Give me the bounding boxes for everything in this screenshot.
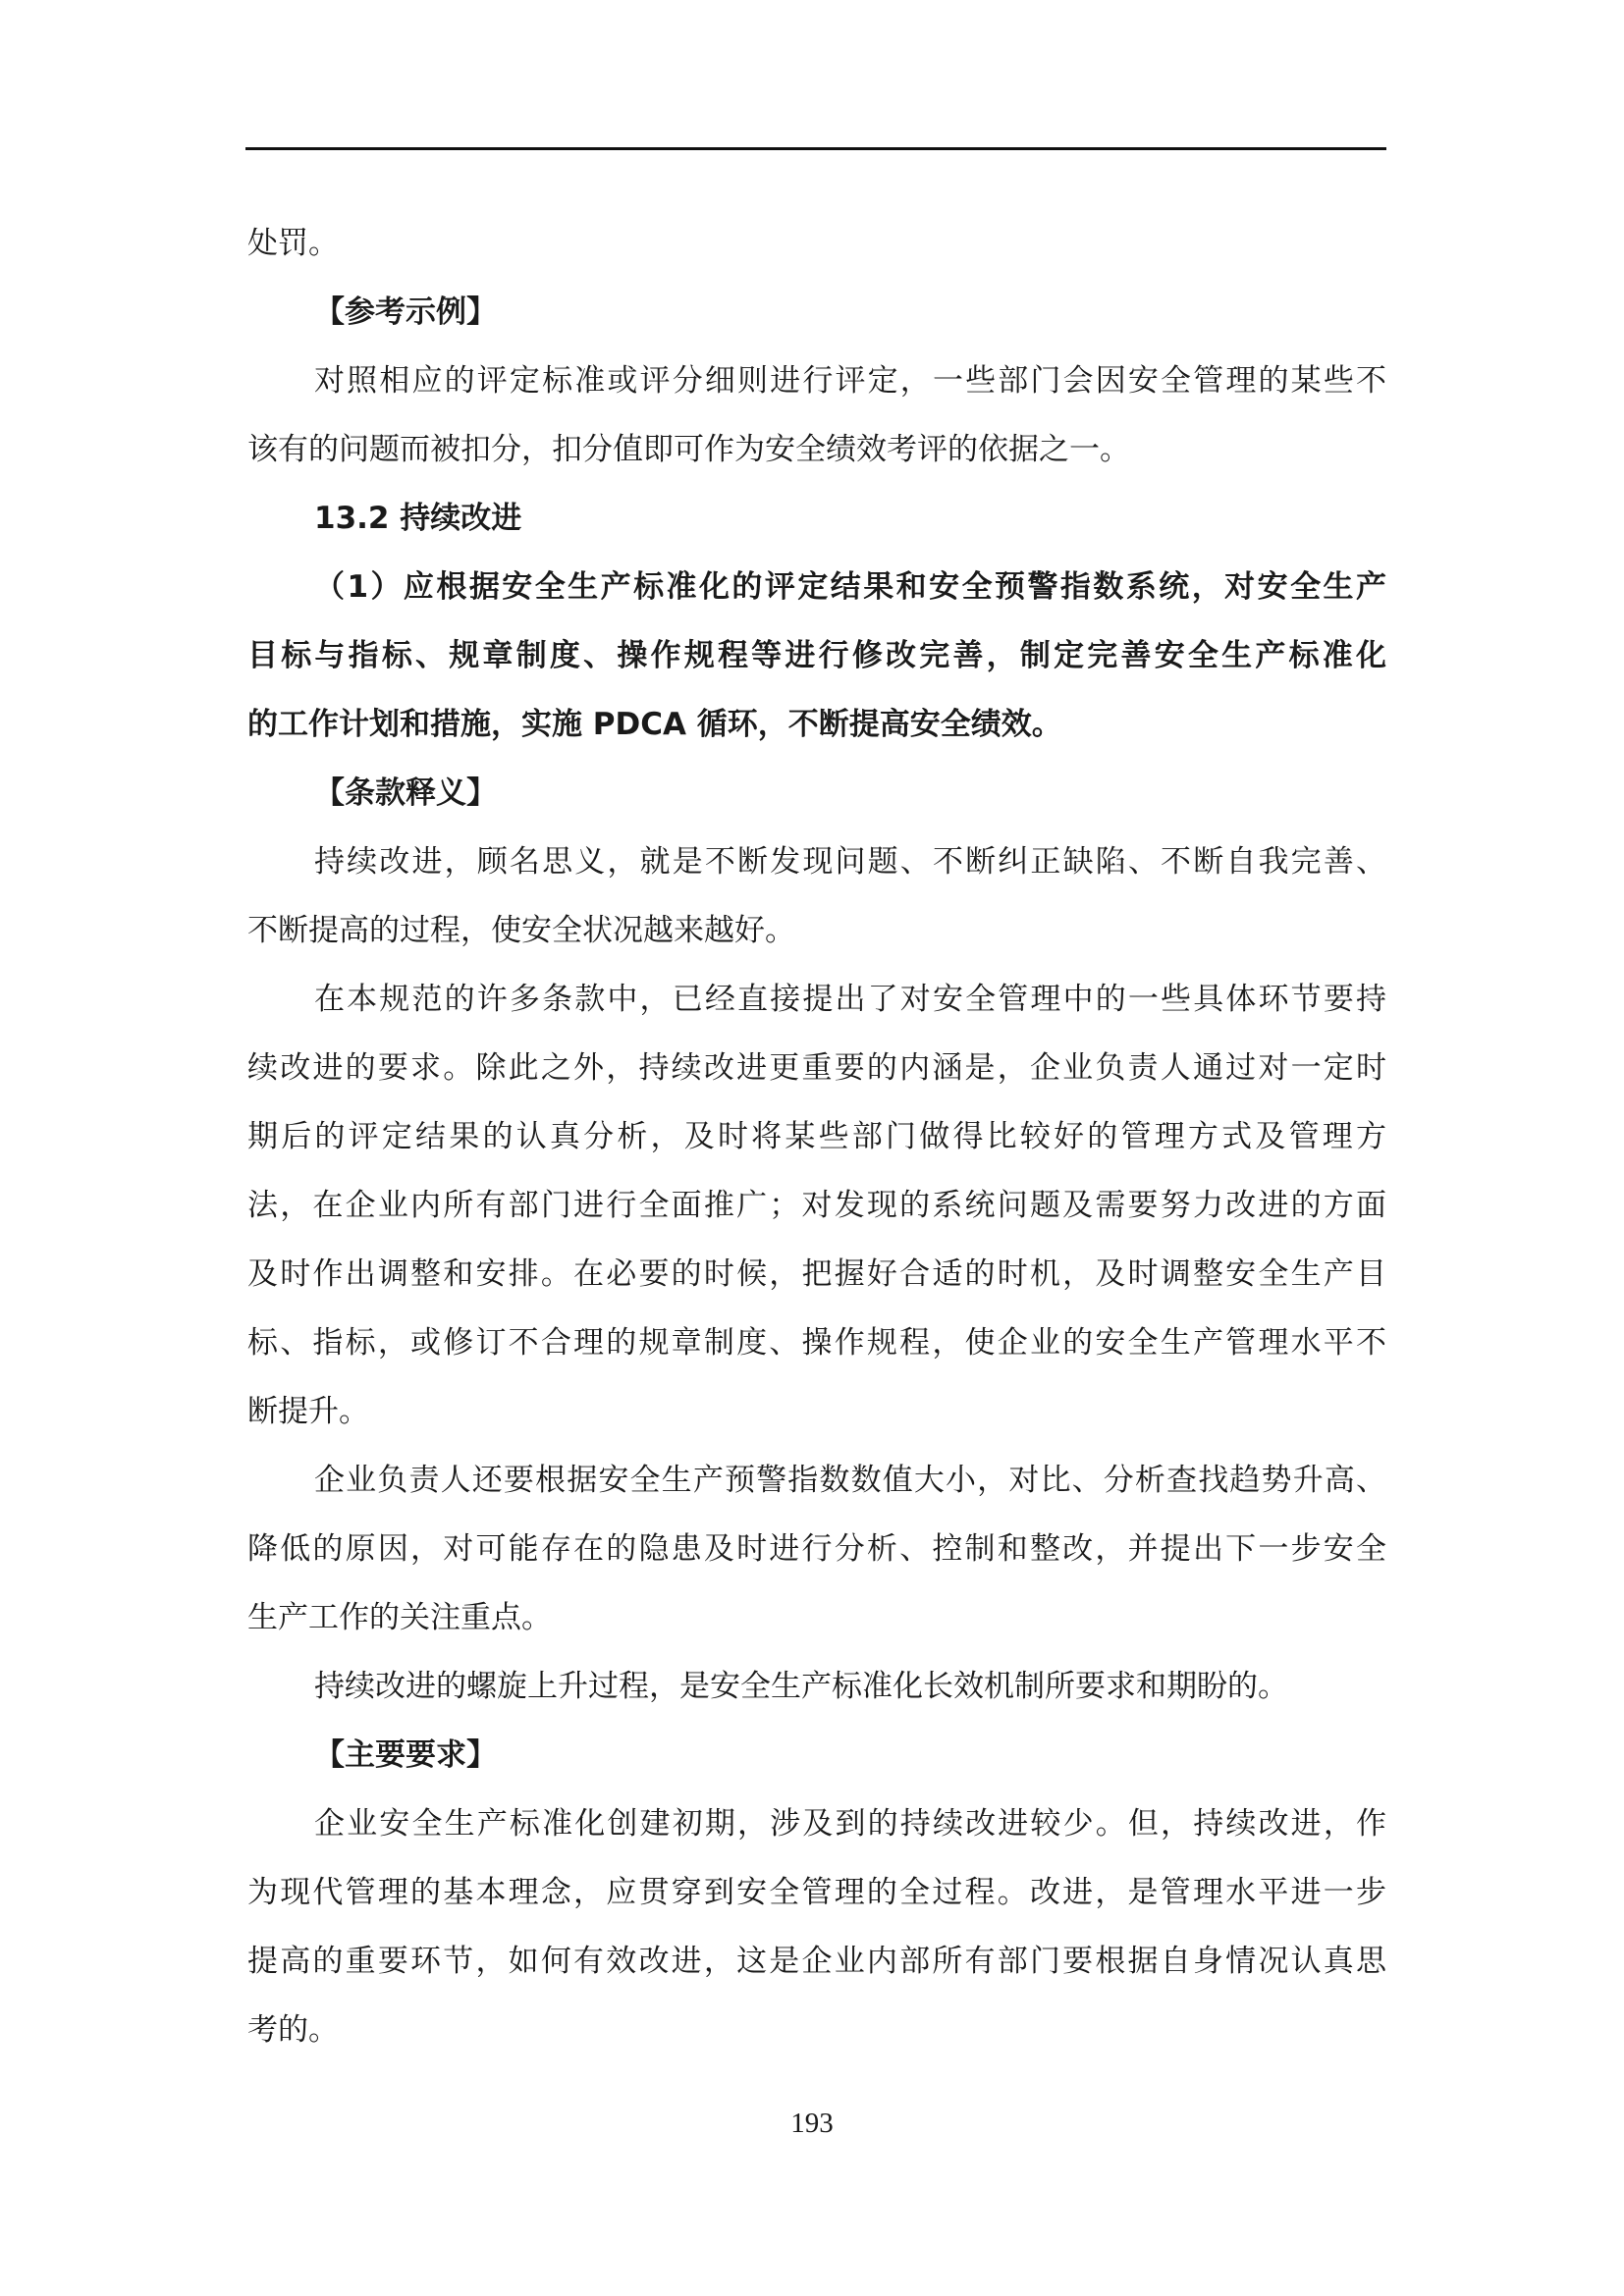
paragraph-line: 该有的问题而被扣分，扣分值即可作为安全绩效考评的依据之一。 (247, 432, 1130, 467)
paragraph-line: 企业负责人还要根据安全生产预警指数数值大小，对比、分析查找趋势升高、 (314, 1463, 1386, 1498)
paragraph-line: 对照相应的评定标准或评分细则进行评定，一些部门会因安全管理的某些不 (314, 363, 1386, 399)
paragraph-line: 标、指标，或修订不合理的规章制度、操作规程，使企业的安全生产管理水平不 (247, 1325, 1386, 1361)
paragraph-line: 法，在企业内所有部门进行全面推广；对发现的系统问题及需要努力改进的方面 (247, 1188, 1386, 1223)
paragraph-line: 期后的评定结果的认真分析，及时将某些部门做得比较好的管理方式及管理方 (247, 1119, 1386, 1154)
paragraph-line: 续改进的要求。除此之外，持续改进更重要的内涵是，企业负责人通过对一定时 (247, 1050, 1386, 1086)
paragraph-line: 考的。 (247, 2012, 339, 2048)
paragraph-line: 在本规范的许多条款中，已经直接提出了对安全管理中的一些具体环节要持 (314, 982, 1386, 1017)
paragraph-line: 为现代管理的基本理念，应贯穿到安全管理的全过程。改进，是管理水平进一步 (247, 1875, 1386, 1910)
paragraph-line: 持续改进，顾名思义，就是不断发现问题、不断纠正缺陷、不断自我完善、 (314, 844, 1386, 880)
paragraph-line: 降低的原因，对可能存在的隐患及时进行分析、控制和整改，并提出下一步安全 (247, 1531, 1386, 1567)
paragraph-line: 提高的重要环节，如何有效改进，这是企业内部所有部门要根据自身情况认真思 (247, 1944, 1386, 1979)
page-number: 193 (790, 2108, 834, 2139)
paragraph-line: 断提升。 (247, 1394, 369, 1429)
clause-line: 目标与指标、规章制度、操作规程等进行修改完善，制定完善安全生产标准化 (247, 638, 1386, 673)
clause-line: 的工作计划和措施，实施 PDCA 循环，不断提高安全绩效。 (247, 707, 1062, 742)
paragraph-line: 持续改进的螺旋上升过程，是安全生产标准化长效机制所要求和期盼的。 (314, 1669, 1288, 1704)
section-heading-clause-interpretation: 【条款释义】 (314, 775, 497, 811)
section-heading-main-requirements: 【主要要求】 (314, 1737, 497, 1773)
paragraph-line: 企业安全生产标准化创建初期，涉及到的持续改进较少。但，持续改进，作 (314, 1806, 1386, 1842)
paragraph-line: 及时作出调整和安排。在必要的时候，把握好合适的时机，及时调整安全生产目 (247, 1256, 1386, 1292)
clause-line: （1）应根据安全生产标准化的评定结果和安全预警指数系统，对安全生产 (314, 569, 1386, 605)
section-title-13-2: 13.2 持续改进 (314, 501, 522, 536)
header-rule (245, 147, 1386, 150)
section-heading-reference-example: 【参考示例】 (314, 294, 497, 330)
paragraph-line: 生产工作的关注重点。 (247, 1600, 552, 1635)
paragraph-line: 处罚。 (247, 226, 339, 261)
paragraph-line: 不断提高的过程，使安全状况越来越好。 (247, 913, 795, 948)
